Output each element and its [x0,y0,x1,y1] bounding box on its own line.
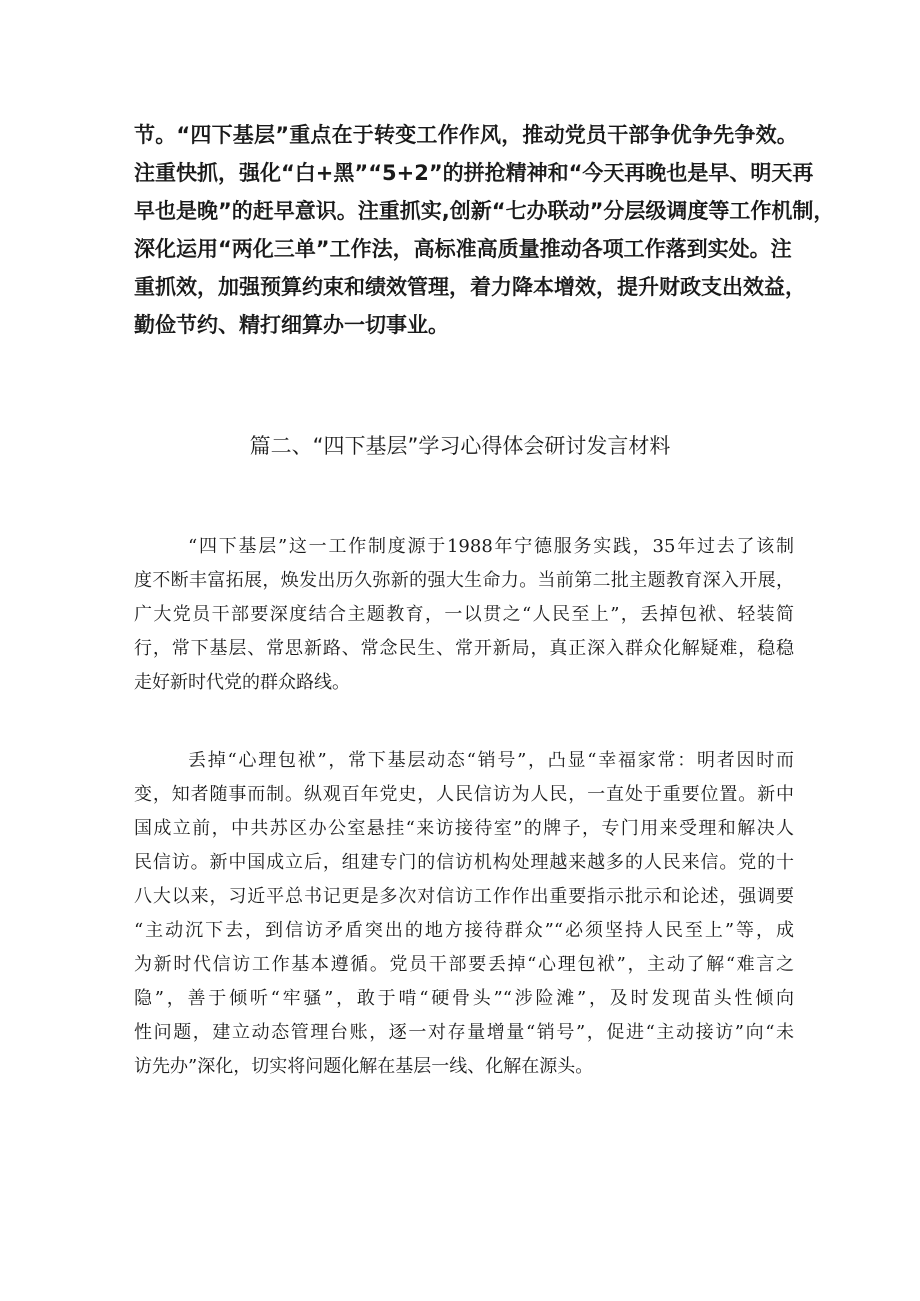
section-title: 篇二、“四下基层”学习心得体会研讨发言材料 [249,434,671,458]
text-line: 为新时代信访工作基本遵循。党员干部要丢掉“心理包袱”，主动了解“难言之 [134,954,794,975]
continued-text-block [134,116,835,344]
text-line: 性问题，建立动态管理台账，逐一对存量增量“销号”，促进“主动接访”向“未 [134,1022,794,1043]
text-line: 度不断丰富拓展，焕发出历久弥新的强大生命力。当前第二批主题教育深入开展， [134,570,794,591]
text-line: “主动沉下去，到信访矛盾突出的地方接待群众”“必须坚持人民至上”等，成 [134,920,794,941]
text-line: 访先办”深化，切实将问题化解在基层一线、化解在源头。 [134,1056,594,1077]
text-line: 勤俭节约、精打细算办一切事业。 [134,313,449,337]
text-line: 变，知者随事而制。纵观百年党史，人民信访为人民，一直处于重要位置。新中 [134,784,794,805]
text-line: 民信访。新中国成立后，组建专门的信访机构处理越来越多的人民来信。党的十 [134,852,794,873]
text-line: 国成立前，中共苏区办公室悬挂“来访接待室”的牌子，专门用来受理和解决人 [134,818,794,839]
text-line: 重抓效，加强预算约束和绩效管理，着力降本增效，提升财政支出效益， [134,275,806,299]
text-line: 深化运用“两化三单”工作法，高标准高质量推动各项工作落到实处。注 [134,237,792,261]
text-line: 节。“四下基层”重点在于转变工作作风，推动党员干部争优争先争效。 [134,123,799,147]
paragraph-2 [134,744,794,1084]
text-line: 隐”，善于倾听“牢骚”，敢于啃“硬骨头”“涉险滩”，及时发现苗头性倾向 [134,988,794,1009]
text-line: 早也是晚”的赶早意识。注重抓实,创新“七办联动”分层级调度等工作机制， [134,199,835,223]
text-line: 八大以来，习近平总书记更是多次对信访工作作出重要指示批示和论述，强调要 [134,886,794,907]
text-line: 行，常下基层、常思新路、常念民生、常开新局，真正深入群众化解疑难，稳稳 [134,638,794,659]
text-line: 广大党员干部要深度结合主题教育，一以贯之“人民至上”，丢掉包袱、轻装简 [134,604,794,625]
paragraph-1 [134,530,794,700]
text-line: “四下基层”这一工作制度源于1988年宁德服务实践，35年过去了该制 [188,536,794,557]
text-line: 注重快抓，强化“白+黑”“5+2”的拼抢精神和“今天再晚也是早、明天再 [134,161,814,185]
text-line: 丢掉“心理包袱”，常下基层动态“销号”，凸显“幸福家常：明者因时而 [188,750,794,771]
text-line: 走好新时代党的群众路线。 [134,672,350,693]
